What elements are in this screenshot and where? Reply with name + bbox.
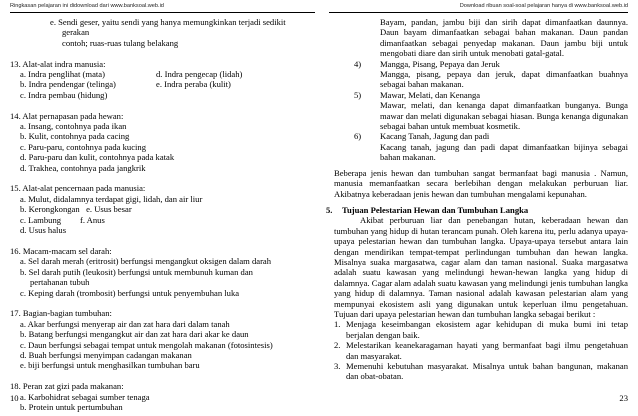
header-left-note: Ringkasan pelajaran ini didownload dari www.banksoal.web.id (10, 3, 164, 9)
q13-item-b: b. Indra pendengar (telinga) (20, 79, 116, 90)
q12-item-e: e. Sendi geser, yaitu sendi yang hanya memungkinkan terjadi sedikit (50, 17, 286, 27)
list-item-number: 4) (354, 58, 362, 69)
section-number: 5. (326, 204, 333, 215)
q17-item: d. Buah berfungsi menyimpan cadangan makanan (20, 349, 192, 360)
list-item-title: Mawar, Melati, dan Kenanga (380, 89, 481, 100)
intro-paragraph: Bayam, pandan, jambu biji dan sirih dapat dimanfaatkan daunnya. Daun bayam dimanfaatkan sebagai bahan makanan. Daun pandan dimanfaatkan sebagai penyedap makanan. Daun jambu biji untuk mengobati diare dan sirih untuk menobati gatal-gatal. (380, 17, 628, 59)
q14-item: c. Paru-paru, contohnya pada kucing (20, 141, 146, 152)
q15-item-b-e: b. Kerongkongan e. Usus besar (20, 204, 132, 215)
q14-item: a. Insang, contohnya pada ikan (20, 121, 127, 132)
q17-item: e. biji berfungsi untuk menghasilkan tumbuhan baru (20, 360, 200, 371)
list-item-body: Mangga, pisang, pepaya dan jeruk, dapat dimanfaatkan buahnya sebagai bahan makanan. (380, 69, 628, 90)
q16-item-a: a. Sel darah merah (eritrosit) berfungsi mengangkut oksigen dalam darah (20, 256, 272, 267)
goal-point (334, 319, 628, 340)
header-right-note: Download ribuan soal-soal pelajaran hanya di www.banksoal.web.id (459, 3, 628, 9)
right-column (326, 17, 628, 382)
q18-title: 18. Peran zat gizi pada makanan: (10, 381, 124, 392)
header-rule-right (329, 12, 628, 13)
q13-item-c: c. Indra pembau (hidung) (20, 89, 108, 100)
q15-item-c: c. Lambung (20, 214, 62, 225)
q16-item-b: b. Sel darah putih (leukosit) berfungsi untuk membunuh kuman dan (20, 266, 253, 277)
left-column (10, 17, 310, 412)
page-number-right: 23 (619, 393, 628, 403)
goal-point (334, 340, 628, 361)
list-item-number: 5) (354, 89, 362, 100)
q13-item-a: a. Indra penglihat (mata) (20, 69, 105, 80)
section-heading (326, 205, 628, 215)
goal-point-text: Menjaga keseimbangan ekosistem agar kehidupan di muka bumi ini tetap berjalan dengan baik. (346, 319, 628, 340)
q17-item: a. Akar berfungsi menyerap air dan zat hara dari dalam tanah (20, 318, 230, 329)
q15-item-f: f. Anus (80, 214, 105, 225)
q14-item: d. Paru-paru dan kulit, contohnya pada katak (20, 152, 175, 163)
q13-row-2 (10, 79, 310, 89)
q12-item-e-cont1: gerakan (62, 27, 90, 38)
section-body: Akibat perburuan liar dan penebangan hutan, keberadaan hewan dan tumbuhan yang hidup di hutan terancam punah. Oleh karena itu, perlu adanya upaya-upaya pelestarian hewan dan tumbuhan langka. Upaya-upaya tersebut antara lain dengan mendirikan tempat-tempat perlindungan tumbuhan dan hewan langka. Misalnya suaka margasatwa, cagar alam dan taman nasional. Suaka margasatwa adalah suatu kawasan yang melindungi hewan-hewan langka yang hidup di dalamnya. Cagar alam adalah suatu kawasan yang melindungi jenis tumbuhan langka yang hidup di dalamnya. Taman nasional adalah kawasan pelestarian alam yang mempunyai ekosistem asli yang digunakan untuk keperluan ilmu pengetahuan. Tujuan dari upaya pelestarian hewan dan tumbuhan langka sebagai berikut : (334, 215, 628, 319)
q16-item-b-cont: pertahanan tubuh (30, 277, 90, 288)
q13-title: 13. Alat-alat indra manusia: (10, 58, 106, 69)
list-item (334, 59, 628, 69)
goal-point (334, 361, 628, 382)
section-title: Tujuan Pelestarian Hewan dan Tumbuhan Langka (342, 204, 529, 215)
paragraph-extinction: Beberapa jenis hewan dan tumbuhan sangat bermanfaat bagi manusia . Namun, manusia memanfaatkan secara berlebihan dengan melakukan perburuan liar. Akibatnya keberadaan jenis hewan dan tumbuhan mengalami kepunahan. (334, 167, 628, 199)
list-item-body: Mawar, melati, dan kenanga dapat dimanfaatkan bunganya. Bunga mawar dan melati digunakan sebagai hiasan. Bunga kenanga digunakan sebagai bahan untuk membuat kosmetik. (380, 100, 628, 132)
header-rule-left (10, 12, 315, 13)
q16-title: 16. Macam-macam sel darah: (10, 245, 112, 256)
list-item-title: Kacang Tanah, Jagung dan padi (380, 131, 490, 142)
goal-point-text: Melestarikan keanekaragaman hayati yang bermanfaat bagi ilmu pengetahuan dan masyarakat. (346, 340, 628, 361)
q15-item-a: a. Mulut, didalamnya terdapat gigi, lidah, dan air liur (20, 193, 203, 204)
goal-point-number: 3. (334, 361, 341, 371)
q18-item: b. Protein untuk pertumbuhan (20, 401, 123, 412)
q13-item-e: e. Indra peraba (kulit) (156, 79, 231, 90)
list-item (334, 90, 628, 100)
page-number-left: 10 (10, 393, 19, 403)
goal-point-number: 1. (334, 319, 341, 330)
q15-title: 15. Alat-alat pencernaan pada manusia: (10, 183, 146, 194)
q14-item: b. Kulit, contohnya pada cacing (20, 131, 130, 142)
q16-item-c: c. Keping darah (trombosit) berfungsi untuk penyembuhan luka (20, 287, 240, 298)
list-item-body: Kacang tanah, jagung dan padi dapat dimanfaatkan bijinya sebagai bahan makanan. (380, 141, 628, 163)
goal-point-number: 2. (334, 340, 341, 351)
q15-row-c-f (10, 215, 310, 225)
q17-item: b. Batang berfungsi mengangkut air dan zat hara dari akar ke daun (20, 329, 249, 340)
list-item (334, 131, 628, 141)
q17-item: c. Daun berfungsi sebagai tempat untuk mengolah makanan (fotosintesis) (20, 339, 273, 350)
list-item-number: 6) (354, 131, 362, 142)
list-item-title: Mangga, Pisang, Pepaya dan Jeruk (380, 58, 500, 69)
q18-item: a. Karbohidrat sebagai sumber tenaga (20, 391, 150, 402)
q17-title: 17. Bagian-bagian tumbuhan: (10, 308, 112, 319)
q12-item-e-cont2: contoh; ruas-ruas tulang belakang (62, 37, 179, 48)
goal-point-text: Memenuhi kebutuhan masyarakat. Misalnya untuk bahan bangunan, makanan dan obat-obatan. (346, 361, 628, 382)
q13-item-d: d. Indra pengecap (lidah) (156, 69, 243, 80)
q14-title: 14. Alat pernapasan pada hewan: (10, 110, 124, 121)
q15-item-d: d. Usus halus (20, 225, 67, 236)
q14-item: d. Trakhea, contohnya pada jangkrik (20, 162, 146, 173)
q13-row-1 (10, 69, 310, 79)
